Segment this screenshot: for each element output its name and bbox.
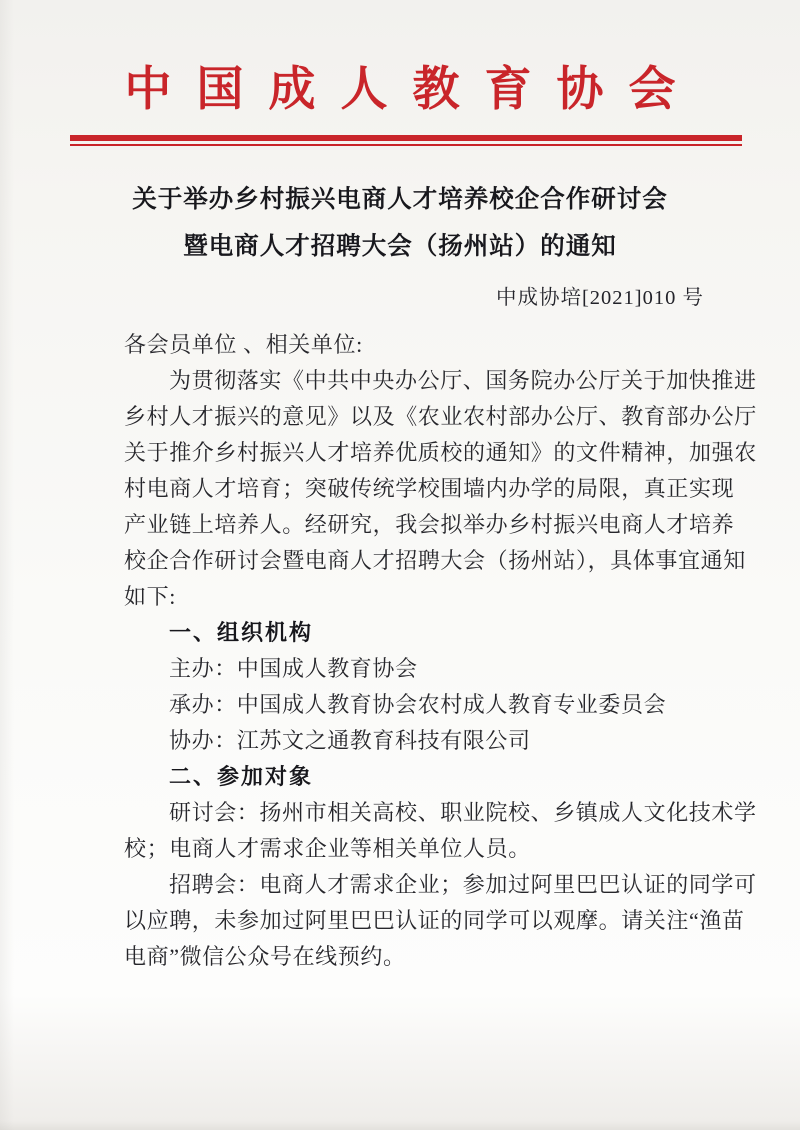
- divider-thin-bar: [70, 144, 742, 147]
- body-line: 为贯彻落实《中共中央办公厅、国务院办公厅关于加快推进: [169, 368, 757, 393]
- body-line: 招聘会：电商人才需求企业；参加过阿里巴巴认证的同学可: [169, 872, 757, 897]
- body-line: 乡村人才振兴的意见》以及《农业农村部办公厅、教育部办公厅: [124, 404, 757, 429]
- body-line: 承办：中国成人教育协会农村成人教育专业委员会: [169, 692, 667, 717]
- body-line: 如下:: [124, 584, 176, 609]
- section-heading: 二、参加对象: [169, 764, 314, 789]
- body-line: 协办：江苏文之通教育科技有限公司: [169, 728, 531, 753]
- body-line: 校；电商人才需求企业等相关单位人员。: [124, 836, 531, 861]
- body-lines: [124, 327, 757, 975]
- notice-title-line1: 关于举办乡村振兴电商人才培养校企合作研讨会: [132, 186, 668, 213]
- body-line: 校企合作研讨会暨电商人才招聘大会（扬州站），具体事宜通知: [124, 548, 746, 573]
- letterhead-divider-rule: [70, 135, 742, 146]
- document-number: 中成协培[2021]010 号: [495, 287, 704, 309]
- body-line: 主办：中国成人教育协会: [169, 656, 418, 681]
- divider-thick-bar: [70, 135, 742, 141]
- body-line: 电商”微信公众号在线预约。: [124, 944, 406, 969]
- section-heading: 一、组织机构: [169, 620, 314, 645]
- body-line: 关于推介乡村振兴人才培养优质校的通知》的文件精神，加强农: [124, 440, 757, 465]
- body-line: 以应聘，未参加过阿里巴巴认证的同学可以观摩。请关注“渔苗: [124, 908, 745, 933]
- body-line: 各会员单位 、相关单位:: [124, 332, 363, 357]
- letterhead-org-name: 中国成人教育协会: [124, 64, 701, 116]
- body-line: 研讨会：扬州市相关高校、职业院校、乡镇成人文化技术学: [169, 800, 757, 825]
- body-line: 村电商人才培育；突破传统学校围墙内办学的局限，真正实现: [124, 476, 735, 501]
- notice-title: [0, 176, 800, 270]
- body-line: 产业链上培养人。经研究，我会拟举办乡村振兴电商人才培养: [124, 512, 735, 537]
- notice-title-line2: 暨电商人才招聘大会（扬州站）的通知: [183, 233, 617, 260]
